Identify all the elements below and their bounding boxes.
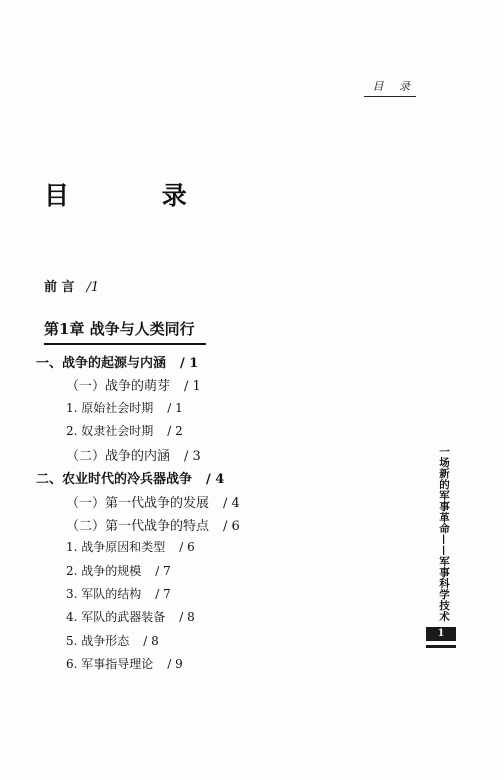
side-book-title: 一场新的军事革命——军事科学技术 <box>438 446 450 622</box>
toc-entry-text: （二）战争的内涵 <box>66 449 171 465</box>
toc-entry-text: 2. 战争的规模 <box>66 563 142 578</box>
toc-entry-text: 6. 军事指导理论 <box>66 656 154 671</box>
toc-entry-page: / 9 <box>167 656 183 671</box>
toc-entry-text: 4. 军队的武器装备 <box>66 610 166 625</box>
toc-entry-page: / 6 <box>223 519 240 535</box>
toc-entry-text: 5. 战争形态 <box>66 633 130 648</box>
toc-entry[interactable] <box>36 468 224 491</box>
toc-entry-text: （二）第一代战争的特点 <box>66 519 210 535</box>
toc-entry-page: / 3 <box>184 449 201 465</box>
toc-entry[interactable] <box>66 585 254 608</box>
toc-entry-page: / 7 <box>155 586 171 601</box>
preface-label: 前 言 <box>44 280 75 295</box>
toc-entry-page: / 4 <box>206 472 225 488</box>
toc-entry[interactable] <box>66 375 254 398</box>
toc-entry-page: / 8 <box>143 633 159 648</box>
toc-entry-text: 1. 战争原因和类型 <box>66 540 166 555</box>
toc-entry-text: （一）战争的萌芽 <box>66 379 171 395</box>
side-page-mark: 1 <box>426 627 456 641</box>
toc-entry-page: / 1 <box>167 400 183 415</box>
toc-entry-page: / 4 <box>223 495 240 511</box>
toc-entry[interactable] <box>66 399 254 422</box>
toc-entry-text: 二、农业时代的冷兵器战争 <box>36 472 193 488</box>
toc-entry-text: 一、战争的起源与内涵 <box>36 356 167 371</box>
toc-entry-page: / 8 <box>179 610 195 625</box>
toc-entry[interactable] <box>66 492 254 515</box>
preface-entry[interactable] <box>44 276 99 295</box>
side-divider <box>426 645 456 648</box>
chapter-heading[interactable]: 第1章 战争与人类同行 <box>44 318 206 345</box>
toc-entry[interactable] <box>66 515 254 538</box>
page-title: 目 录 <box>44 181 229 210</box>
toc-entry[interactable] <box>66 632 254 655</box>
toc-entry[interactable] <box>36 352 224 375</box>
toc-entry-text: （一）第一代战争的发展 <box>66 495 210 511</box>
running-head: 目 录 <box>364 78 416 97</box>
toc-entry-text: 3. 军队的结构 <box>66 586 142 601</box>
toc-entry-text: 1. 原始社会时期 <box>66 400 154 415</box>
toc-entry-page: / 6 <box>179 540 195 555</box>
toc-entry-page: / 1 <box>180 356 199 371</box>
toc-entry[interactable] <box>66 445 254 468</box>
toc-list <box>36 352 240 678</box>
toc-entry[interactable] <box>66 422 254 445</box>
toc-entry[interactable] <box>66 562 254 585</box>
toc-entry[interactable] <box>66 608 254 631</box>
toc-entry[interactable] <box>66 538 254 561</box>
toc-entry-page: / 7 <box>155 563 171 578</box>
toc-entry-page: / 2 <box>167 423 183 438</box>
toc-entry-text: 2. 奴隶社会时期 <box>66 423 154 438</box>
toc-entry-page: / 1 <box>184 379 201 395</box>
toc-entry[interactable] <box>66 655 254 678</box>
preface-page: /1 <box>86 280 100 295</box>
